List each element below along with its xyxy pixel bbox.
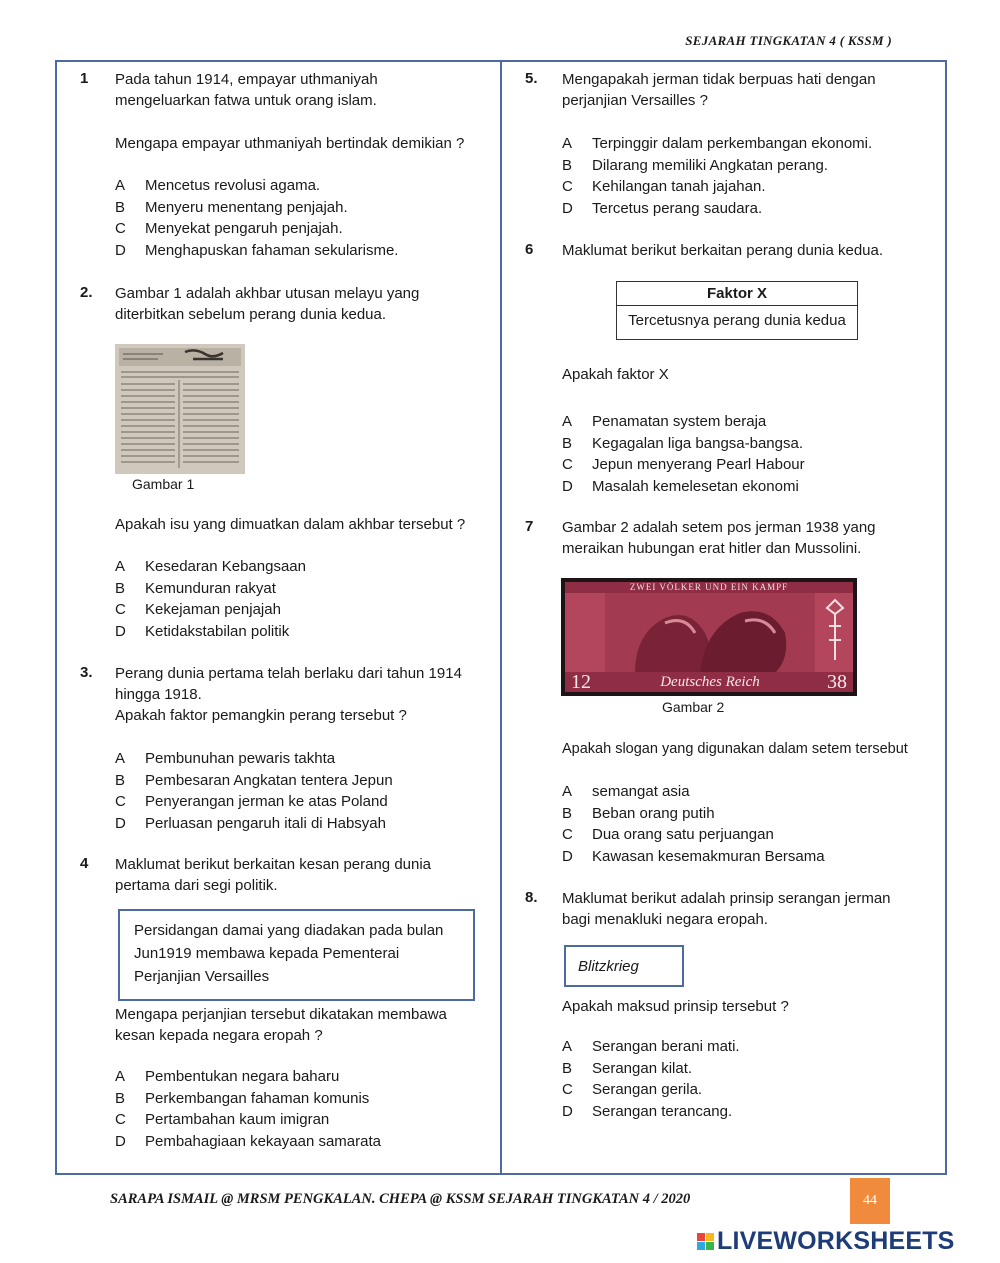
q4-options [115,1066,381,1152]
eagle-icon [823,596,847,666]
q1-question: Mengapa empayar uthmaniyah bertindak demikian ? [115,135,465,152]
stamp-country: Deutsches Reich [660,674,760,690]
q1-option-c[interactable]: C Menyekat pengaruh penjajah. [115,220,343,237]
newspaper-image [115,344,245,474]
q3-option-b[interactable]: B Pembesaran Angkatan tentera Jepun [115,771,393,789]
stamp-value-left: 12 [571,671,591,692]
column-divider [500,60,502,1175]
q4-question: Mengapa perjanjian tersebut dikatakan membawa kesan kepada negara eropah ? [115,1006,447,1044]
q3-option-d[interactable]: D Perluasan pengaruh itali di Habsyah [115,814,386,832]
q5-option-c[interactable]: C Kehilangan tanah jajahan. [562,178,766,195]
q8-number: 8. [525,889,538,906]
q8-question: Apakah maksud prinsip tersebut ? [562,998,789,1015]
q1-options [115,175,398,261]
q3-option-c[interactable]: C Penyerangan jerman ke atas Poland [115,793,388,810]
q5-option-b[interactable]: B Dilarang memiliki Angkatan perang. [562,156,828,174]
q1-stem: Pada tahun 1914, empayar uthmaniyah mengeluarkan fatwa untuk orang islam. [115,71,378,109]
q2-options [115,556,306,642]
q2-stem: Gambar 1 adalah akhbar utusan melayu yang diterbitkan sebelum perang dunia kedua. [115,285,420,323]
q4-option-b[interactable]: B Perkembangan fahaman komunis [115,1089,370,1107]
q6-option-b[interactable]: B Kegagalan liga bangsa-bangsa. [562,434,804,452]
q4-option-d[interactable]: D Pembahagiaan kekayaan samarata [115,1132,381,1150]
q7-option-b[interactable]: B Beban orang putih [562,804,715,822]
q6-option-a[interactable]: A Penamatan system beraja [562,413,767,430]
q1-option-d[interactable]: D Menghapuskan fahaman sekularisme. [115,241,399,259]
q3-number: 3. [80,664,93,681]
faktor-x-cell: Tercetusnya perang dunia kedua [628,312,846,329]
q7-options [562,781,825,867]
faktor-x-header: Faktor X [617,282,857,306]
stamp-portraits [605,593,815,673]
page-number: 44 [850,1178,890,1224]
stamp-top-text: ZWEI VÖLKER UND EIN KAMPF [565,582,853,593]
q1-option-b[interactable]: B Menyeru menentang penjajah. [115,198,348,216]
q3-option-a[interactable]: A Pembunuhan pewaris takhta [115,750,336,767]
q1-option-a[interactable]: A Mencetus revolusi agama. [115,177,321,194]
page-header: SEJARAH TINGKATAN 4 ( KSSM ) [685,33,892,48]
q1-number: 1 [80,70,89,87]
blitzkrieg-box: Blitzkrieg [564,945,684,987]
q2-option-d[interactable]: D Ketidakstabilan politik [115,622,290,640]
q4-option-c[interactable]: C Pertambahan kaum imigran [115,1111,330,1128]
q4-number: 4 [80,855,89,872]
q3-stem: Perang dunia pertama telah berlaku dari tahun 1914 hingga 1918. Apakah faktor pemangkin perang tersebut ? [115,665,462,724]
q7-stem: Gambar 2 adalah setem pos jerman 1938 yang meraikan hubungan erat hitler dan Mussolini. [562,519,876,557]
gambar1-caption: Gambar 1 [132,476,195,492]
q5-option-d[interactable]: D Tercetus perang saudara. [562,199,763,217]
q6-stem: Maklumat berikut berkaitan perang dunia kedua. [562,242,884,259]
q4-option-a[interactable]: A Pembentukan negara baharu [115,1068,340,1085]
q5-stem: Mengapakah jerman tidak berpuas hati dengan perjanjian Versailles ? [562,71,876,109]
q8-option-b[interactable]: B Serangan kilat. [562,1059,693,1077]
q8-option-d[interactable]: D Serangan terancang. [562,1102,733,1120]
stamp-value-right: 38 [827,671,847,692]
q6-number: 6 [525,241,534,258]
q8-option-c[interactable]: C Serangan gerila. [562,1081,703,1098]
page-footer: SARAPA ISMAIL @ MRSM PENGKALAN. CHEPA @ KSSM SEJARAH TINGKATAN 4 / 2020 [110,1191,691,1207]
liveworksheets-logo-icon [697,1233,714,1250]
q7-number: 7 [525,518,534,535]
brand-name: LIVEWORKSHEETS [717,1227,955,1255]
q4-info-box: Persidangan damai yang diadakan pada bulan Jun1919 membawa kepada Pementerai Perjanjian Versailles [118,909,475,1001]
q7-question: Apakah slogan yang digunakan dalam setem tersebut [562,741,908,757]
faktor-x-table [616,281,858,340]
liveworksheets-brand[interactable] [697,1227,955,1256]
q7-option-c[interactable]: C Dua orang satu perjuangan [562,826,774,843]
q2-question: Apakah isu yang dimuatkan dalam akhbar tersebut ? [115,516,466,533]
q6-options [562,411,805,497]
q2-number: 2. [80,284,93,301]
q7-option-d[interactable]: D Kawasan kesemakmuran Bersama [562,847,825,865]
q5-number: 5. [525,70,538,87]
q5-options [562,133,872,219]
q5-option-a[interactable]: A Terpinggir dalam perkembangan ekonomi. [562,135,873,152]
q4-stem: Maklumat berikut berkaitan kesan perang dunia pertama dari segi politik. [115,856,432,894]
q3-options [115,748,393,834]
q8-stem: Maklumat berikut adalah prinsip serangan jerman bagi menakluki negara eropah. [562,890,891,928]
q6-option-c[interactable]: C Jepun menyerang Pearl Habour [562,456,805,473]
gambar2-caption: Gambar 2 [662,699,725,715]
q8-options [562,1036,740,1122]
stamp-image [561,578,857,696]
q6-option-d[interactable]: D Masalah kemelesetan ekonomi [562,477,799,495]
q6-question: Apakah faktor X [562,366,669,383]
q7-option-a[interactable]: A semangat asia [562,783,690,800]
q2-option-b[interactable]: B Kemunduran rakyat [115,579,276,597]
q2-option-c[interactable]: C Kekejaman penjajah [115,601,281,618]
q2-option-a[interactable]: A Kesedaran Kebangsaan [115,558,306,575]
q8-option-a[interactable]: A Serangan berani mati. [562,1038,740,1055]
